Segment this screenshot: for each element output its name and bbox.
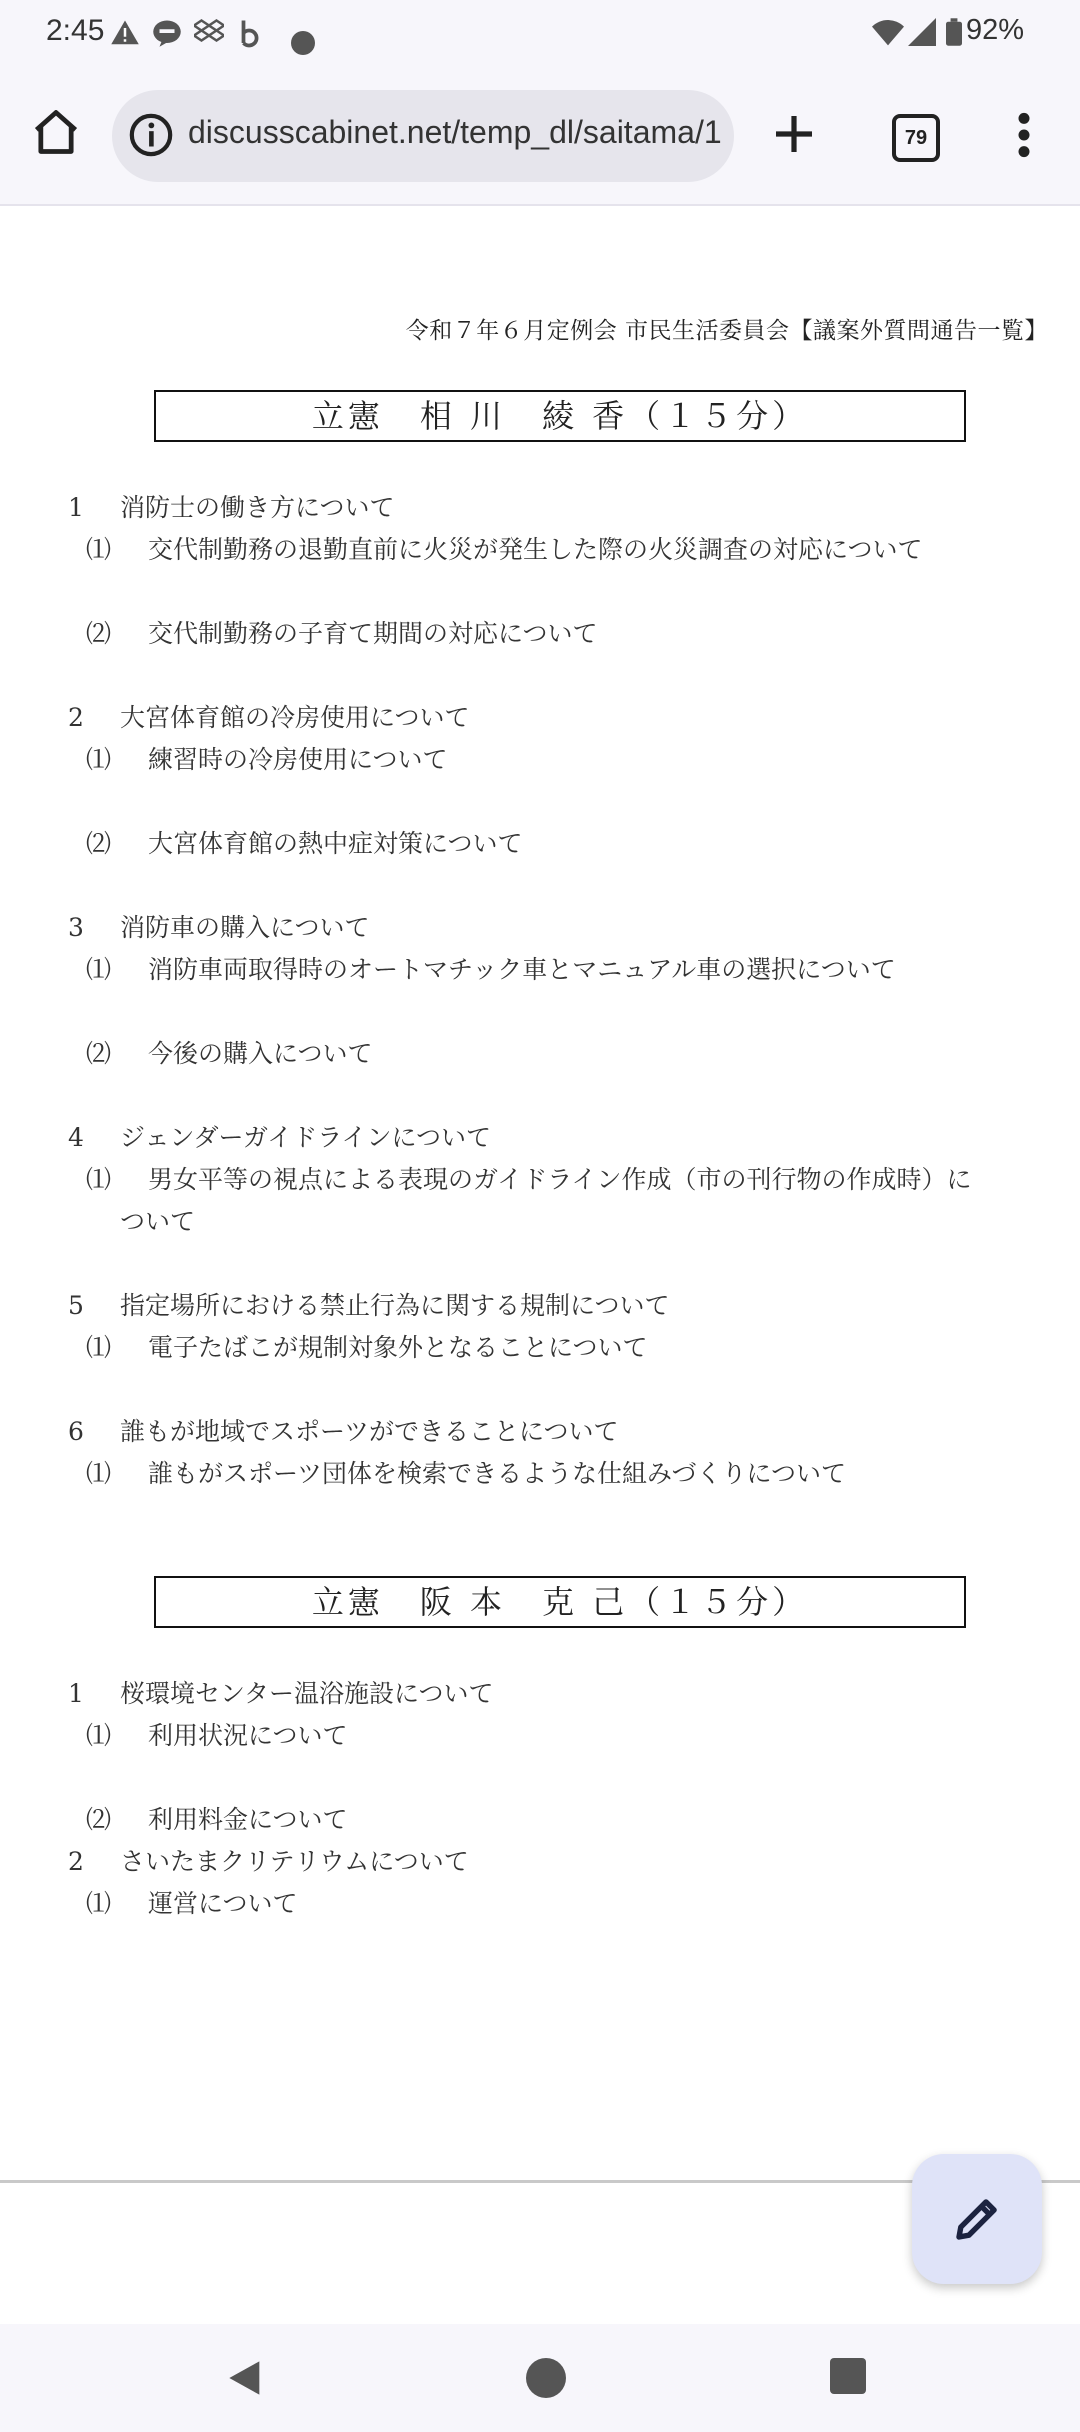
edit-pencil-icon — [950, 2192, 1004, 2246]
list-item: 4 ジェンダーガイドラインについて — [68, 1123, 492, 1152]
system-nav-bar — [0, 2324, 1080, 2432]
list-item: 5 指定場所における禁止行為に関する規制について — [68, 1291, 670, 1320]
status-bar — [0, 0, 1080, 66]
dropbox-icon — [194, 18, 224, 48]
recents-icon[interactable] — [830, 2358, 866, 2394]
member-title-box: 立憲 相 川 綾 香（１５分） — [154, 390, 966, 442]
battery-icon — [946, 18, 962, 46]
list-subitem: ⑴ 男女平等の視点による表現のガイドライン作成（市の刊行物の作成時）に — [86, 1165, 972, 1194]
wifi-icon — [872, 18, 904, 46]
document-page — [0, 206, 1080, 2181]
browser-toolbar — [0, 66, 1080, 206]
list-subitem: ⑵ 今後の購入について — [86, 1039, 373, 1068]
list-subitem: ⑴ 交代制勤務の退勤直前に火災が発生した際の火災調査の対応について — [86, 535, 923, 564]
signal-icon — [908, 18, 936, 46]
list-item: 2 大宮体育館の冷房使用について — [68, 703, 470, 732]
document-header: 令和７年６月定例会 市民生活委員会【議案外質問通告一覧】 — [405, 318, 1048, 344]
list-subitem: ⑴ 練習時の冷房使用について — [86, 745, 448, 774]
edit-fab-button[interactable] — [912, 2154, 1042, 2284]
home-nav-icon[interactable] — [526, 2358, 566, 2398]
list-subitem: ⑵ 交代制勤務の子育て期間の対応について — [86, 619, 598, 648]
line-app-icon — [152, 18, 182, 48]
back-icon[interactable] — [226, 2356, 266, 2400]
list-subitem: ⑴ 利用状況について — [86, 1721, 348, 1750]
member-title-box: 立憲 阪 本 克 己（１５分） — [154, 1576, 966, 1628]
list-item: 1 消防士の働き方について — [68, 493, 395, 522]
list-item: 2 さいたまクリテリウムについて — [68, 1847, 469, 1876]
new-tab-icon[interactable] — [770, 110, 818, 158]
url-bar[interactable] — [112, 90, 734, 182]
status-time: 2:45 — [46, 14, 105, 47]
battery-percent: 92% — [965, 14, 1024, 46]
list-subitem: ⑵ 利用料金について — [86, 1805, 348, 1834]
warning-icon — [110, 18, 140, 48]
b-app-icon — [236, 18, 266, 48]
list-subitem: ⑴ 電子たばこが規制対象外となることについて — [86, 1333, 648, 1362]
home-icon[interactable] — [30, 106, 82, 158]
dot-icon — [288, 28, 318, 58]
list-subitem: ⑴ 運営について — [86, 1889, 298, 1918]
list-item: 6 誰もが地域でスポーツができることについて — [68, 1417, 619, 1446]
list-subitem: ⑵ 大宮体育館の熱中症対策について — [86, 829, 523, 858]
more-menu-icon[interactable] — [1012, 110, 1036, 160]
list-item: 1 桜環境センター温浴施設について — [68, 1679, 494, 1708]
tab-switcher-button[interactable]: 79 — [892, 114, 940, 162]
list-item: 3 消防車の購入について — [68, 913, 370, 942]
list-subitem: ⑴ 消防車両取得時のオートマチック車とマニュアル車の選択について — [86, 955, 896, 984]
list-subitem-continuation: ついて — [120, 1207, 196, 1236]
info-icon[interactable] — [128, 112, 174, 158]
url-text[interactable]: discusscabinet.net/temp_dl/saitama/1 — [188, 114, 722, 150]
list-subitem: ⑴ 誰もがスポーツ団体を検索できるような仕組みづくりについて — [86, 1459, 847, 1488]
